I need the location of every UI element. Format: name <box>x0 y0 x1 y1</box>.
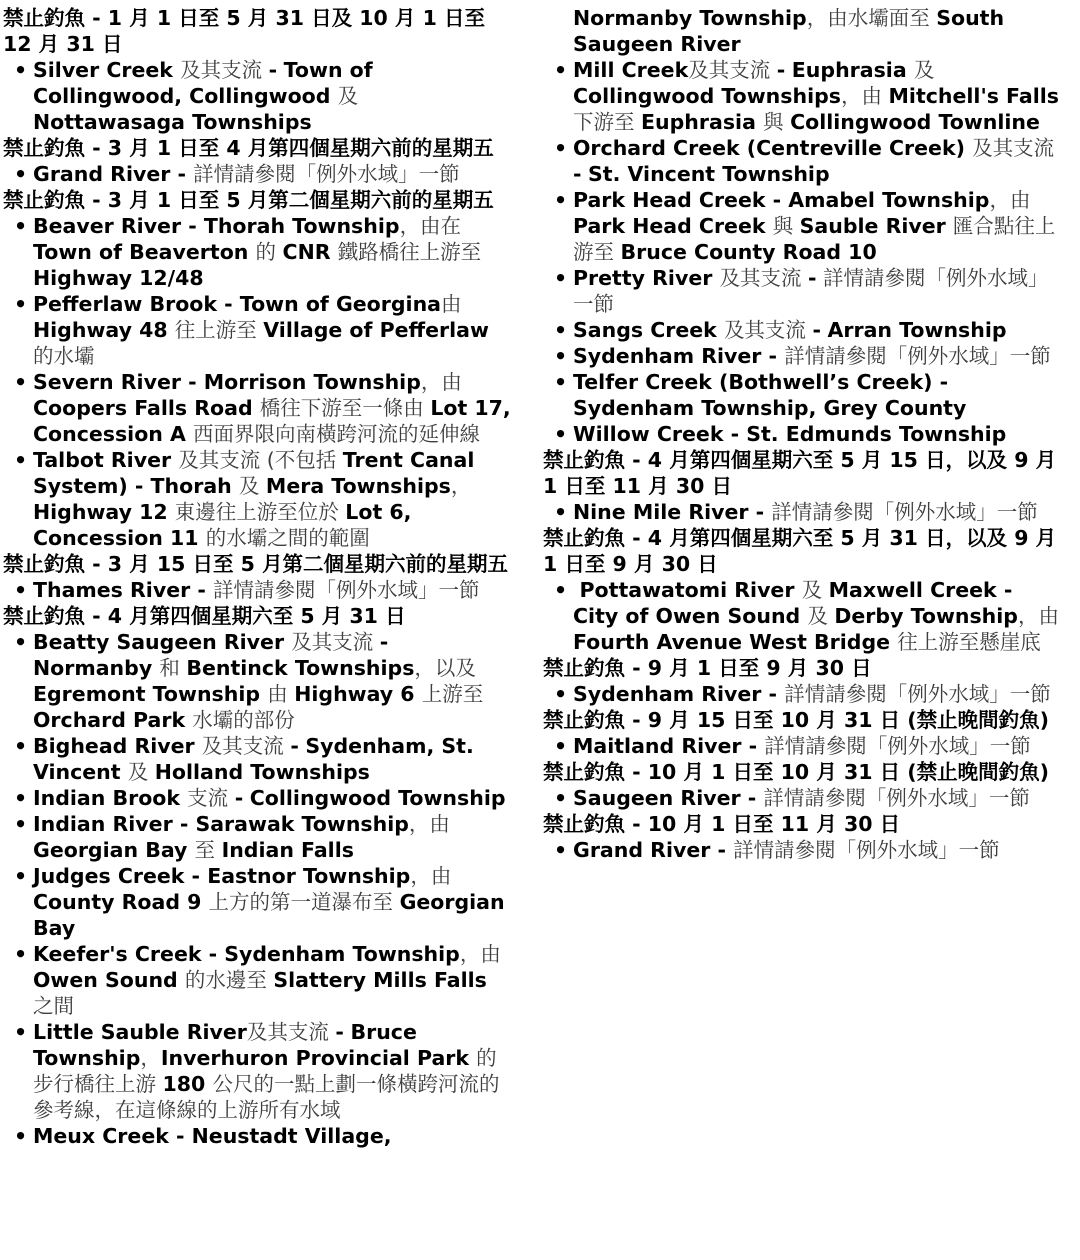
latin-text: 3 <box>107 188 130 212</box>
river-item: • Park Head Creek - Amabel Township，由 Park Head Creek 與 Sauble River 匯合點往上游至 Bruce County Road 10 <box>573 187 1060 265</box>
latin-text: 9 <box>1014 448 1036 472</box>
latin-text: 30 <box>815 656 852 680</box>
latin-text: 5 <box>226 6 248 30</box>
latin-text: 30 <box>675 474 712 498</box>
river-item: • Severn River - Morrison Township，由 Coopers Falls Road 橋往下游至一條由 Lot 17, Concession A 西面界限向南橫跨河流的延伸線 <box>33 369 511 447</box>
river-item: • Nine Mile River - 詳情請參閱「例外水域」一節 <box>573 499 1060 525</box>
section-heading: 禁止釣魚 - 9 月 15 日至 10 月 31 日 (禁止晚間釣魚) <box>543 708 1050 732</box>
latin-text: 31 <box>843 708 880 732</box>
latin-text: Lot 17, Concession A <box>33 396 518 446</box>
latin-text: Owen Sound <box>33 968 185 992</box>
latin-text: 31 <box>349 604 386 628</box>
latin-text: Pottawatomi River <box>579 578 802 602</box>
latin-text: 10 <box>780 708 817 732</box>
latin-text: Grand River - <box>573 838 734 862</box>
latin-text: 31 <box>275 6 312 30</box>
river-item: • Indian River - Sarawak Township，由 Georgian Bay 至 Indian Falls <box>33 811 511 863</box>
river-list <box>543 499 1060 525</box>
latin-text: Inverhuron Provincial Park <box>160 1046 477 1070</box>
latin-text: - <box>632 708 641 732</box>
latin-text: Slattery Mills Falls <box>273 968 494 992</box>
latin-text: Normanby Township <box>573 6 807 30</box>
latin-text: CNR <box>282 240 338 264</box>
latin-text: - <box>632 656 641 680</box>
latin-text: Holland Townships <box>154 760 370 784</box>
river-list <box>3 57 511 135</box>
river-item: • Talbot River 及其支流 (不包括 Trent Canal System) - Thorah 及 Mera Townships，Highway 12 東邊往上游至位於 Lot 6, Concession 11 的水壩之間的範圍 <box>33 447 511 551</box>
river-list <box>3 577 511 603</box>
latin-text: Maitland River - <box>573 734 765 758</box>
river-item: • Sydenham River - 詳情請參閱「例外水域」一節 <box>573 343 1060 369</box>
latin-text: 1 <box>543 474 565 498</box>
latin-text: Orchard Park <box>33 708 193 732</box>
latin-text: Mitchell's Falls <box>888 84 1067 108</box>
latin-text: 10 <box>780 760 817 784</box>
latin-text: 9 <box>647 656 670 680</box>
river-item: • Grand River - 詳情請參閱「例外水域」一節 <box>33 161 511 187</box>
latin-text: Sangs Creek <box>573 318 724 342</box>
latin-text: 31 <box>843 760 880 784</box>
latin-text: Pefferlaw Brook - Town of Georgina <box>33 292 442 316</box>
section-heading: 禁止釣魚 - 10 月 1 日至 10 月 31 日 (禁止晚間釣魚) <box>543 760 1050 784</box>
section-heading: 禁止釣魚 - 4 月第四個星期六至 5 月 31 日，以及 9 月 1 日至 9 月 30 日 <box>543 526 1064 576</box>
latin-text: - <box>812 318 821 342</box>
river-item: • Little Sauble River及其支流 - Bruce Township，Inverhuron Provincial Park 的步行橋往上游 180 公尺的一點上劃一條橫跨河流的參考線，在這條線的上游所有水域 <box>33 1019 511 1123</box>
latin-text: Town of Collingwood, Collingwood <box>33 58 380 108</box>
latin-text: Nine Mile River - <box>573 500 772 524</box>
latin-text: 4 <box>226 136 248 160</box>
latin-text: 15 <box>696 708 733 732</box>
latin-text: 4 <box>647 448 670 472</box>
latin-text: Highway 12 <box>33 500 175 524</box>
latin-text: - <box>268 58 278 82</box>
latin-text: 15 <box>889 448 926 472</box>
latin-text: Georgian Bay <box>33 838 195 862</box>
latin-text: Highway 6 <box>294 682 422 706</box>
latin-text: Saugeen River - <box>573 786 764 810</box>
section-heading: 禁止釣魚 - 3 月 1 日至 5 月第二個星期六前的星期五 <box>3 188 494 212</box>
river-item <box>33 1123 511 1149</box>
latin-text: 10 <box>647 760 684 784</box>
river-item: • Maitland River - 詳情請參閱「例外水域」一節 <box>573 733 1060 759</box>
latin-text: 5 <box>240 552 263 576</box>
latin-text: 180 <box>162 1072 213 1096</box>
latin-text: Town of Beaverton <box>33 240 256 264</box>
river-list <box>543 681 1060 707</box>
river-item: • Pretty River 及其支流 - 詳情請參閱「例外水域」一節 <box>573 265 1060 317</box>
latin-text: Pretty River <box>573 266 720 290</box>
latin-text: 30 <box>661 552 698 576</box>
latin-text: 1 <box>543 552 565 576</box>
river-item <box>573 421 1060 447</box>
list-item-continuation: Normanby Township，由水壩面至 South Saugeen River <box>573 6 1012 56</box>
latin-text: 10 <box>359 6 395 30</box>
river-list <box>543 577 1066 655</box>
latin-text: 1 <box>156 6 179 30</box>
latin-text: - <box>573 162 582 186</box>
latin-text: 5 <box>840 526 862 550</box>
latin-text: - <box>92 188 101 212</box>
section-heading: 禁止釣魚 - 10 月 1 日至 11 月 30 日 <box>543 812 901 836</box>
latin-text: Sydenham, St. Vincent <box>33 734 481 784</box>
river-item: • Saugeen River - 詳情請參閱「例外水域」一節 <box>573 785 1060 811</box>
latin-text: Georgian Bay <box>33 890 512 940</box>
latin-text: Silver Creek <box>33 58 181 82</box>
section-heading: 禁止釣魚 - 3 月 1 日至 4 月第四個星期六前的星期五 <box>3 136 494 160</box>
latin-text: Judges Creek - Eastnor Township <box>33 864 411 888</box>
latin-text: Arran Township <box>827 318 1007 342</box>
river-item: • Pefferlaw Brook - Town of Georgina由 Highway 48 往上游至 Village of Pefferlaw 的水壩 <box>33 291 511 369</box>
latin-text: 1 <box>696 656 719 680</box>
latin-text: Little Sauble River <box>33 1020 247 1044</box>
latin-text: - <box>632 760 641 784</box>
latin-text: Mera Townships <box>265 474 451 498</box>
latin-text: 1 <box>711 760 733 784</box>
river-list <box>3 161 511 187</box>
latin-text: 9 <box>647 708 670 732</box>
latin-text: 9 <box>766 656 788 680</box>
latin-text: Talbot River <box>33 448 179 472</box>
river-item: • Sydenham River - 詳情請參閱「例外水域」一節 <box>573 681 1060 707</box>
latin-text: Telfer Creek (Bothwell’s Creek) - Sydenham Township, Grey County <box>573 370 967 420</box>
latin-text: Lot 6, Concession 11 <box>33 500 419 550</box>
latin-text: - <box>92 136 101 160</box>
latin-text: Bighead River <box>33 734 202 758</box>
river-list <box>3 629 511 1149</box>
section-heading: 禁止釣魚 - 3 月 15 日至 5 月第二個星期六前的星期五 <box>3 552 509 576</box>
latin-text: Euphrasia <box>641 110 764 134</box>
latin-text: Orchard Creek (Centreville Creek) <box>573 136 973 160</box>
latin-text: Indian River - Sarawak Township <box>33 812 409 836</box>
river-item: • Thames River - 詳情請參閱「例外水域」一節 <box>33 577 511 603</box>
latin-text: Thames River - <box>33 578 213 602</box>
latin-text: Egremont Township <box>33 682 268 706</box>
latin-text: Beatty Saugeen River <box>33 630 292 654</box>
latin-text: 1 <box>156 136 179 160</box>
latin-text: 10 <box>647 812 684 836</box>
latin-text: St. Vincent Township <box>588 162 830 186</box>
river-item: • Beatty Saugeen River 及其支流 - Normanby 和 Bentinck Townships，以及 Egremont Township 由 Highway 6 上游至 Orchard Park 水壩的部份 <box>33 629 511 733</box>
latin-text: Village of Pefferlaw <box>263 318 497 342</box>
latin-text: - <box>92 552 101 576</box>
latin-text: Severn River - Morrison Township <box>33 370 421 394</box>
latin-text: 1 <box>422 6 444 30</box>
latin-text: 31 <box>66 32 102 56</box>
latin-text: - <box>379 630 389 654</box>
latin-text: 9 <box>1014 526 1036 550</box>
latin-text: Sydenham River - <box>573 682 785 706</box>
latin-text: Keefer's Creek - Sydenham Township <box>33 942 460 966</box>
river-item: • Keefer's Creek - Sydenham Township，由 Owen Sound 的水邊至 Slattery Mills Falls 之間 <box>33 941 511 1019</box>
text-column-right <box>543 5 1067 863</box>
latin-text: 30 <box>843 812 880 836</box>
latin-text: Derby Township <box>834 604 1018 628</box>
river-item: • Beaver River - Thorah Township，由在 Town of Beaverton 的 CNR 鐵路橋往上游至 Highway 12/48 <box>33 213 511 291</box>
latin-text: Sydenham River - <box>573 344 785 368</box>
latin-text: 11 <box>780 812 817 836</box>
latin-text: Sauble River <box>799 214 953 238</box>
section-heading: 禁止釣魚 - 1 月 1 日至 5 月 31 日及 10 月 1 日至 12 月 31 日 <box>3 6 493 56</box>
river-list <box>543 57 1067 447</box>
latin-text: Willow Creek - St. Edmunds Township <box>573 422 1007 446</box>
latin-text: - <box>776 58 786 82</box>
text-column-left <box>3 5 518 1149</box>
latin-text: - <box>632 812 641 836</box>
latin-text: Fourth Avenue West Bridge <box>573 630 898 654</box>
latin-text: Bruce Township <box>33 1020 424 1070</box>
latin-text: Highway 12/48 <box>33 266 204 290</box>
river-item: • Mill Creek及其支流 - Euphrasia 及 Collingwood Townships，由 Mitchell's Falls 下游至 Euphrasia 與 Collingwood Townline <box>573 57 1060 135</box>
latin-text: Bruce County Road 10 <box>620 240 877 264</box>
latin-text: South Saugeen River <box>573 6 1012 56</box>
latin-text: - <box>632 448 641 472</box>
latin-text: 1 <box>711 812 733 836</box>
latin-text: Trent Canal System) - Thorah <box>33 448 482 498</box>
latin-text: County Road 9 <box>33 890 209 914</box>
river-list <box>543 733 1060 759</box>
latin-text: Indian Falls <box>221 838 354 862</box>
latin-text: Highway 48 <box>33 318 175 342</box>
section-heading: 禁止釣魚 - 9 月 1 日至 9 月 30 日 <box>543 656 872 680</box>
latin-text: - <box>92 604 101 628</box>
latin-text: 4 <box>647 526 670 550</box>
river-list <box>3 213 518 551</box>
river-list <box>543 837 1060 863</box>
latin-text: Meux Creek - Neustadt Village, <box>33 1124 392 1148</box>
river-item: • Silver Creek 及其支流 - Town of Collingwood, Collingwood 及 Nottawasaga Townships <box>33 57 511 135</box>
river-item: • Sangs Creek 及其支流 - Arran Township <box>573 317 1060 343</box>
latin-text: Park Head Creek - Amabel Township <box>573 188 990 212</box>
latin-text: - <box>632 526 641 550</box>
latin-text: 5 <box>840 448 862 472</box>
section-heading: 禁止釣魚 - 4 月第四個星期六至 5 月 15 日，以及 9 月 1 日至 11 月 30 日 <box>543 448 1064 498</box>
river-list <box>543 785 1060 811</box>
river-item <box>573 369 1060 421</box>
latin-text: Collingwood Townships <box>573 84 841 108</box>
river-item: • Bighead River 及其支流 - Sydenham, St. Vincent 及 Holland Townships <box>33 733 511 785</box>
latin-text: 12 <box>3 32 39 56</box>
latin-text: Collingwood Township <box>249 786 506 810</box>
latin-text: 4 <box>107 604 130 628</box>
latin-text: 1 <box>156 188 179 212</box>
river-item: • Judges Creek - Eastnor Township，由 County Road 9 上方的第一道瀑布至 Georgian Bay <box>33 863 511 941</box>
latin-text: Indian Brook <box>33 786 188 810</box>
latin-text: 3 <box>107 136 130 160</box>
latin-text: 15 <box>156 552 193 576</box>
river-item: • Pottawatomi River 及 Maxwell Creek - City of Owen Sound 及 Derby Township，由 Fourth Avenue West Bridge 往上游至懸崖底 <box>573 577 1060 655</box>
latin-text: - <box>290 734 299 758</box>
latin-text: 3 <box>107 552 130 576</box>
latin-text: 5 <box>300 604 322 628</box>
latin-text: 11 <box>612 474 649 498</box>
latin-text: - <box>808 266 817 290</box>
latin-text: Maxwell Creek - City of Owen Sound <box>573 578 1020 628</box>
river-item: • Orchard Creek (Centreville Creek) 及其支流 - St. Vincent Township <box>573 135 1060 187</box>
latin-text: Park Head Creek <box>573 214 773 238</box>
latin-text: 31 <box>889 526 926 550</box>
latin-text: 9 <box>612 552 634 576</box>
latin-text: Grand River - <box>33 162 194 186</box>
latin-text: - <box>234 786 244 810</box>
river-item: • Indian Brook 支流 - Collingwood Township <box>33 785 511 811</box>
latin-text: Collingwood Townline <box>790 110 1040 134</box>
latin-text: - <box>335 1020 344 1044</box>
latin-text: Coopers Falls Road <box>33 396 260 420</box>
latin-text: - <box>92 6 101 30</box>
latin-text: Mill Creek <box>573 58 689 82</box>
latin-text: Euphrasia <box>791 58 914 82</box>
river-item: • Grand River - 詳情請參閱「例外水域」一節 <box>573 837 1060 863</box>
latin-text: Normanby <box>33 656 160 680</box>
latin-text: Bentinck Townships <box>186 656 415 680</box>
latin-text: 5 <box>226 188 248 212</box>
latin-text: Nottawasaga Townships <box>33 110 312 134</box>
latin-text: Beaver River - Thorah Township <box>33 214 400 238</box>
latin-text: 1 <box>107 6 130 30</box>
section-heading: 禁止釣魚 - 4 月第四個星期六至 5 月 31 日 <box>3 604 406 628</box>
